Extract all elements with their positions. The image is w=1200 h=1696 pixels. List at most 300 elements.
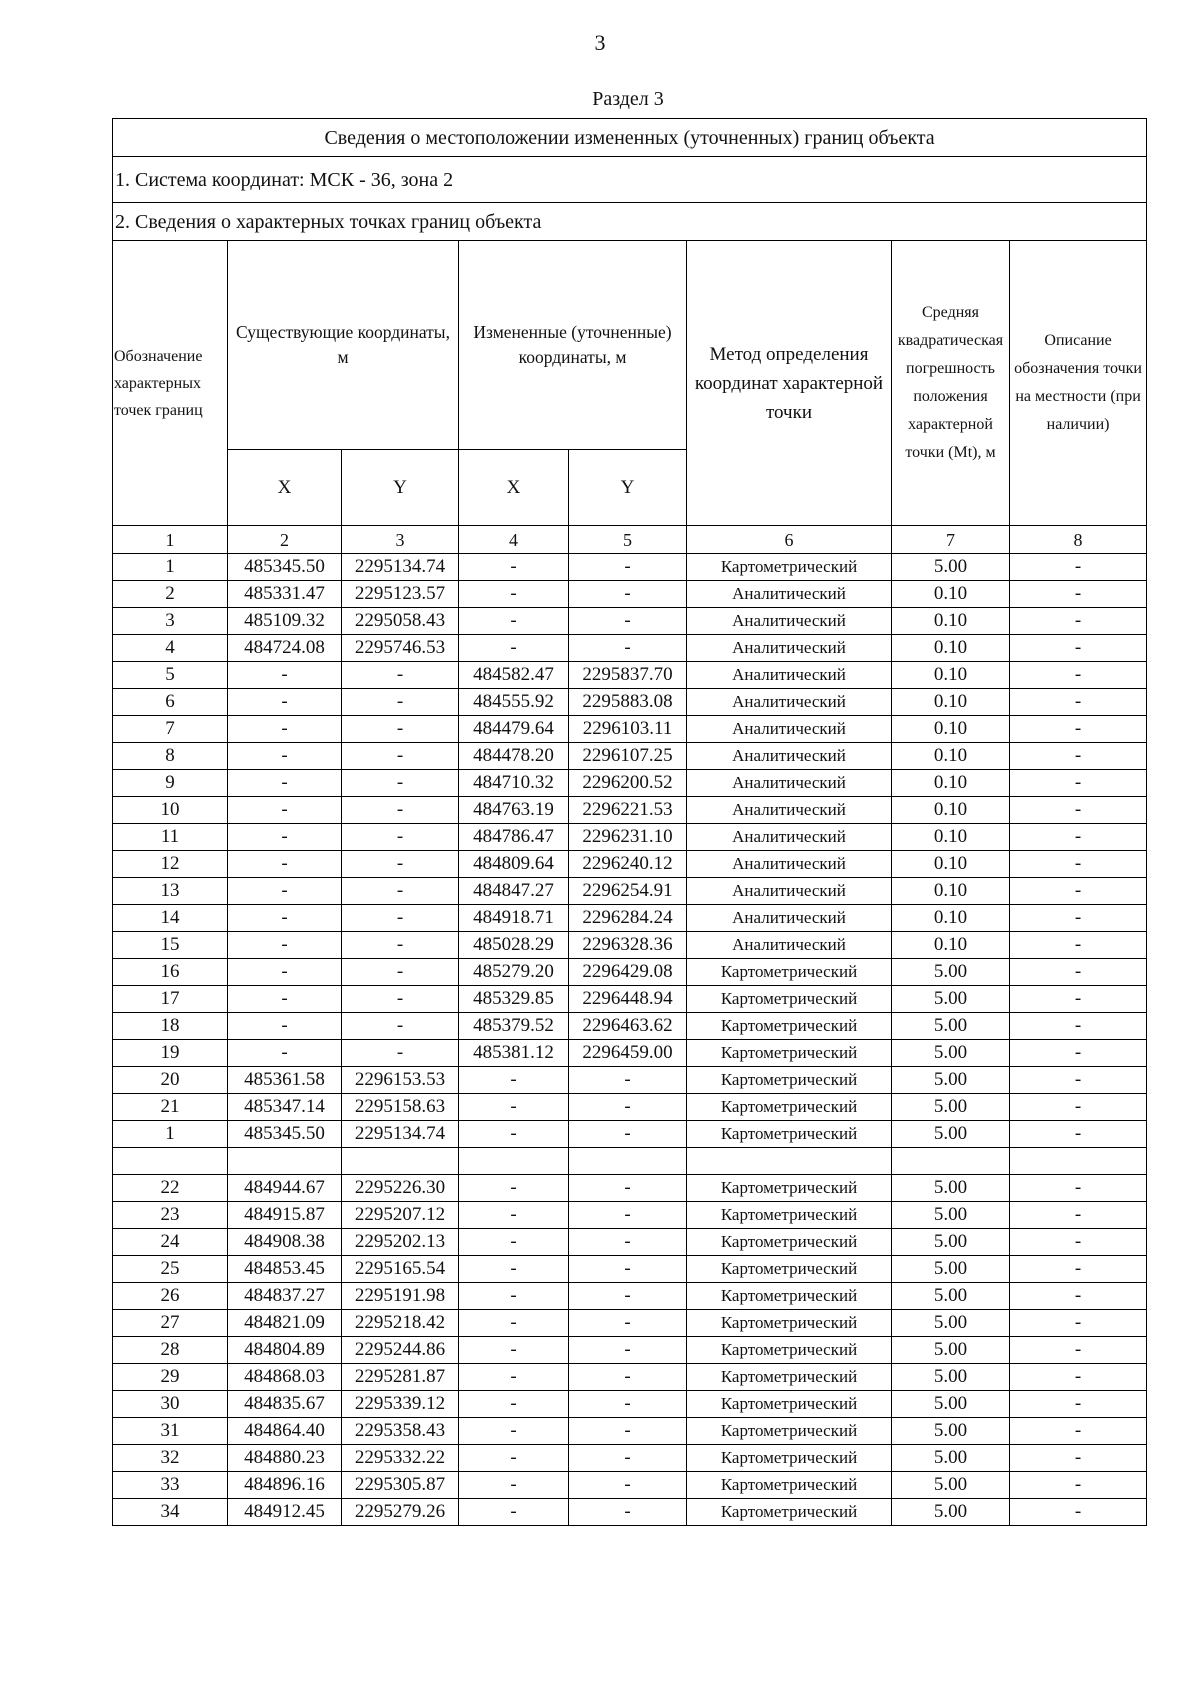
point-id-cell: 34 [113, 1499, 228, 1526]
existing-y-cell: - [342, 770, 459, 797]
coordinate-system-row: 1. Система координат: МСК - 36, зона 2 [113, 157, 1147, 203]
error-cell: 5.00 [892, 1067, 1010, 1094]
existing-x-cell: 485361.58 [228, 1067, 342, 1094]
existing-x-cell: - [228, 905, 342, 932]
error-cell: 5.00 [892, 1364, 1010, 1391]
changed-x-cell: 484786.47 [459, 824, 569, 851]
changed-y-cell: - [569, 1094, 687, 1121]
existing-x-cell: - [228, 797, 342, 824]
column-number: 5 [569, 526, 687, 554]
table-row [113, 986, 1147, 1013]
changed-y-cell: 2296463.62 [569, 1013, 687, 1040]
error-cell: 5.00 [892, 1013, 1010, 1040]
error-cell: 5.00 [892, 1472, 1010, 1499]
changed-y-cell: 2296221.53 [569, 797, 687, 824]
header-existing-x: X [228, 450, 342, 526]
method-cell: Картометрический [687, 1256, 892, 1283]
table-row [113, 1148, 1147, 1175]
method-cell: Аналитический [687, 905, 892, 932]
description-cell: - [1010, 554, 1147, 581]
method-cell: Картометрический [687, 1175, 892, 1202]
method-cell: Картометрический [687, 1391, 892, 1418]
point-id-cell: 28 [113, 1337, 228, 1364]
method-cell: Картометрический [687, 1094, 892, 1121]
changed-x-cell: - [459, 1229, 569, 1256]
existing-x-cell: 484868.03 [228, 1364, 342, 1391]
existing-x-cell: 484944.67 [228, 1175, 342, 1202]
method-cell: Картометрический [687, 1067, 892, 1094]
existing-y-cell: 2295134.74 [342, 1121, 459, 1148]
description-cell: - [1010, 689, 1147, 716]
description-cell: - [1010, 1067, 1147, 1094]
existing-x-cell: - [228, 662, 342, 689]
changed-y-cell: 2296107.25 [569, 743, 687, 770]
point-id-cell: 10 [113, 797, 228, 824]
point-id-cell: 9 [113, 770, 228, 797]
description-cell: - [1010, 1391, 1147, 1418]
method-cell: Картометрический [687, 1283, 892, 1310]
table-row [113, 1040, 1147, 1067]
changed-x-cell: - [459, 608, 569, 635]
error-cell: 0.10 [892, 689, 1010, 716]
changed-y-cell: - [569, 1067, 687, 1094]
table-row [113, 959, 1147, 986]
method-cell: Аналитический [687, 824, 892, 851]
point-id-cell: 14 [113, 905, 228, 932]
point-id-cell: 18 [113, 1013, 228, 1040]
method-cell: Аналитический [687, 878, 892, 905]
method-cell: Аналитический [687, 797, 892, 824]
description-cell: - [1010, 905, 1147, 932]
point-id-cell: 13 [113, 878, 228, 905]
existing-x-cell: - [228, 689, 342, 716]
existing-y-cell: 2295158.63 [342, 1094, 459, 1121]
description-cell: - [1010, 1013, 1147, 1040]
point-id-cell: 1 [113, 1121, 228, 1148]
changed-x-cell: 484710.32 [459, 770, 569, 797]
changed-x-cell: 485028.29 [459, 932, 569, 959]
existing-x-cell: - [228, 1013, 342, 1040]
existing-x-cell: 484912.45 [228, 1499, 342, 1526]
method-cell: Картометрический [687, 1310, 892, 1337]
changed-y-cell: - [569, 608, 687, 635]
description-cell: - [1010, 1337, 1147, 1364]
existing-y-cell: 2295332.22 [342, 1445, 459, 1472]
changed-x-cell: - [459, 1418, 569, 1445]
error-cell: 5.00 [892, 1040, 1010, 1067]
point-id-cell: 3 [113, 608, 228, 635]
existing-y-cell: 2296153.53 [342, 1067, 459, 1094]
changed-y-cell: 2296254.91 [569, 878, 687, 905]
error-cell: 0.10 [892, 905, 1010, 932]
changed-y-cell: - [569, 554, 687, 581]
section-label: Раздел 3 [592, 88, 664, 110]
existing-x-cell: - [228, 1040, 342, 1067]
existing-x-cell: 484908.38 [228, 1229, 342, 1256]
description-cell: - [1010, 932, 1147, 959]
existing-x-cell: 485109.32 [228, 608, 342, 635]
table-row [113, 635, 1147, 662]
description-cell: - [1010, 1229, 1147, 1256]
changed-x-cell: 484582.47 [459, 662, 569, 689]
description-cell: - [1010, 1310, 1147, 1337]
changed-y-cell [569, 1148, 687, 1175]
table-row [113, 797, 1147, 824]
description-cell: - [1010, 1256, 1147, 1283]
point-id-cell: 16 [113, 959, 228, 986]
error-cell: 5.00 [892, 1391, 1010, 1418]
method-cell: Аналитический [687, 743, 892, 770]
changed-x-cell: - [459, 1364, 569, 1391]
table-row [113, 851, 1147, 878]
description-cell: - [1010, 986, 1147, 1013]
changed-y-cell: 2296459.00 [569, 1040, 687, 1067]
changed-y-cell: - [569, 1256, 687, 1283]
method-cell: Аналитический [687, 608, 892, 635]
changed-x-cell: - [459, 581, 569, 608]
table-row [113, 932, 1147, 959]
error-cell: 5.00 [892, 1256, 1010, 1283]
changed-y-cell: - [569, 1391, 687, 1418]
changed-x-cell: 484555.92 [459, 689, 569, 716]
header-method: Метод определения координат характерной точки [687, 241, 892, 526]
description-cell: - [1010, 878, 1147, 905]
point-id-cell: 6 [113, 689, 228, 716]
changed-y-cell: - [569, 1175, 687, 1202]
method-cell: Аналитический [687, 635, 892, 662]
existing-y-cell [342, 1148, 459, 1175]
changed-y-cell: - [569, 1472, 687, 1499]
point-id-cell: 25 [113, 1256, 228, 1283]
table-row [113, 905, 1147, 932]
method-cell: Аналитический [687, 716, 892, 743]
method-cell: Картометрический [687, 1418, 892, 1445]
existing-y-cell: - [342, 932, 459, 959]
existing-x-cell: - [228, 743, 342, 770]
changed-x-cell: 484918.71 [459, 905, 569, 932]
header-changed-y: Y [569, 450, 687, 526]
changed-x-cell: - [459, 635, 569, 662]
point-id-cell: 21 [113, 1094, 228, 1121]
existing-x-cell: 484864.40 [228, 1418, 342, 1445]
description-cell: - [1010, 1472, 1147, 1499]
changed-x-cell: - [459, 1121, 569, 1148]
existing-y-cell: 2295244.86 [342, 1337, 459, 1364]
table-title: Сведения о местоположении измененных (уточненных) границ объекта [113, 119, 1147, 157]
method-cell: Аналитический [687, 581, 892, 608]
changed-y-cell: - [569, 635, 687, 662]
description-cell: - [1010, 1283, 1147, 1310]
existing-x-cell: 484821.09 [228, 1310, 342, 1337]
table-row [113, 1364, 1147, 1391]
point-id-cell: 15 [113, 932, 228, 959]
error-cell: 0.10 [892, 662, 1010, 689]
table-row [113, 608, 1147, 635]
existing-x-cell: - [228, 986, 342, 1013]
changed-y-cell: - [569, 1337, 687, 1364]
changed-y-cell: 2296448.94 [569, 986, 687, 1013]
error-cell: 0.10 [892, 824, 1010, 851]
error-cell: 5.00 [892, 1202, 1010, 1229]
header-changed-x: X [459, 450, 569, 526]
point-id-cell: 7 [113, 716, 228, 743]
method-cell: Картометрический [687, 1499, 892, 1526]
description-cell: - [1010, 581, 1147, 608]
method-cell [687, 1148, 892, 1175]
description-cell: - [1010, 1175, 1147, 1202]
error-cell: 0.10 [892, 716, 1010, 743]
changed-x-cell: - [459, 1310, 569, 1337]
table-row [113, 1310, 1147, 1337]
table-row [113, 1094, 1147, 1121]
changed-x-cell: 485379.52 [459, 1013, 569, 1040]
existing-y-cell: 2295281.87 [342, 1364, 459, 1391]
header-changed-coordinates: Измененные (уточненные) координаты, м [459, 241, 687, 450]
changed-y-cell: 2296328.36 [569, 932, 687, 959]
method-cell: Картометрический [687, 1445, 892, 1472]
method-cell: Аналитический [687, 770, 892, 797]
table-row [113, 1472, 1147, 1499]
points-heading-row: 2. Сведения о характерных точках границ объекта [113, 203, 1147, 241]
changed-y-cell: - [569, 1202, 687, 1229]
changed-x-cell: - [459, 1283, 569, 1310]
table-row [113, 1418, 1147, 1445]
existing-y-cell: 2295746.53 [342, 635, 459, 662]
method-cell: Картометрический [687, 1013, 892, 1040]
method-cell: Картометрический [687, 1337, 892, 1364]
existing-x-cell: 485331.47 [228, 581, 342, 608]
existing-y-cell: 2295226.30 [342, 1175, 459, 1202]
table-row [113, 689, 1147, 716]
existing-y-cell: 2295207.12 [342, 1202, 459, 1229]
existing-y-cell: - [342, 824, 459, 851]
existing-y-cell: 2295279.26 [342, 1499, 459, 1526]
existing-x-cell: 485347.14 [228, 1094, 342, 1121]
error-cell: 0.10 [892, 878, 1010, 905]
existing-x-cell: 484853.45 [228, 1256, 342, 1283]
point-id-cell: 1 [113, 554, 228, 581]
existing-x-cell: - [228, 878, 342, 905]
existing-y-cell: - [342, 689, 459, 716]
point-id-cell: 26 [113, 1283, 228, 1310]
changed-x-cell: - [459, 1472, 569, 1499]
error-cell: 0.10 [892, 851, 1010, 878]
existing-x-cell: 484837.27 [228, 1283, 342, 1310]
changed-x-cell: 484763.19 [459, 797, 569, 824]
boundary-points-table [112, 118, 1147, 1526]
existing-x-cell [228, 1148, 342, 1175]
changed-y-cell: 2296231.10 [569, 824, 687, 851]
existing-y-cell: 2295134.74 [342, 554, 459, 581]
changed-y-cell: - [569, 1499, 687, 1526]
description-cell: - [1010, 1445, 1147, 1472]
error-cell: 0.10 [892, 635, 1010, 662]
changed-y-cell: - [569, 1364, 687, 1391]
error-cell: 0.10 [892, 743, 1010, 770]
changed-x-cell [459, 1148, 569, 1175]
header-existing-y: Y [342, 450, 459, 526]
error-cell: 5.00 [892, 1094, 1010, 1121]
table-row [113, 581, 1147, 608]
column-number: 1 [113, 526, 228, 554]
error-cell: 0.10 [892, 608, 1010, 635]
point-id-cell: 33 [113, 1472, 228, 1499]
point-id-cell: 5 [113, 662, 228, 689]
table-row [113, 1337, 1147, 1364]
method-cell: Аналитический [687, 851, 892, 878]
description-cell: - [1010, 770, 1147, 797]
changed-x-cell: 484809.64 [459, 851, 569, 878]
error-cell: 5.00 [892, 1283, 1010, 1310]
column-number: 6 [687, 526, 892, 554]
existing-y-cell: - [342, 797, 459, 824]
existing-y-cell: 2295191.98 [342, 1283, 459, 1310]
error-cell: 0.10 [892, 797, 1010, 824]
existing-x-cell: - [228, 716, 342, 743]
changed-y-cell: - [569, 1310, 687, 1337]
existing-x-cell: - [228, 770, 342, 797]
table-row [113, 554, 1147, 581]
error-cell [892, 1148, 1010, 1175]
changed-x-cell: - [459, 1094, 569, 1121]
changed-y-cell: - [569, 1121, 687, 1148]
existing-y-cell: - [342, 1013, 459, 1040]
point-id-cell: 4 [113, 635, 228, 662]
error-cell: 0.10 [892, 932, 1010, 959]
changed-y-cell: 2296429.08 [569, 959, 687, 986]
method-cell: Картометрический [687, 1040, 892, 1067]
changed-y-cell: 2296103.11 [569, 716, 687, 743]
method-cell: Картометрический [687, 1229, 892, 1256]
method-cell: Аналитический [687, 932, 892, 959]
changed-y-cell: - [569, 1229, 687, 1256]
changed-y-cell: 2295883.08 [569, 689, 687, 716]
changed-x-cell: - [459, 1256, 569, 1283]
description-cell: - [1010, 1040, 1147, 1067]
description-cell: - [1010, 797, 1147, 824]
method-cell: Картометрический [687, 1121, 892, 1148]
existing-x-cell: 484915.87 [228, 1202, 342, 1229]
description-cell: - [1010, 851, 1147, 878]
error-cell: 5.00 [892, 1175, 1010, 1202]
point-id-cell: 32 [113, 1445, 228, 1472]
column-number: 3 [342, 526, 459, 554]
point-id-cell: 20 [113, 1067, 228, 1094]
changed-x-cell: - [459, 1445, 569, 1472]
error-cell: 0.10 [892, 770, 1010, 797]
changed-x-cell: 484847.27 [459, 878, 569, 905]
point-id-cell: 17 [113, 986, 228, 1013]
description-cell: - [1010, 1499, 1147, 1526]
point-id-cell [113, 1148, 228, 1175]
header-existing-coordinates: Существующие координаты, м [228, 241, 459, 450]
changed-x-cell: 485381.12 [459, 1040, 569, 1067]
changed-x-cell: - [459, 1499, 569, 1526]
description-cell [1010, 1148, 1147, 1175]
existing-y-cell: - [342, 743, 459, 770]
table-row [113, 878, 1147, 905]
point-id-cell: 24 [113, 1229, 228, 1256]
changed-y-cell: 2295837.70 [569, 662, 687, 689]
changed-x-cell: 484479.64 [459, 716, 569, 743]
existing-y-cell: - [342, 1040, 459, 1067]
existing-y-cell: - [342, 851, 459, 878]
column-number: 4 [459, 526, 569, 554]
point-id-cell: 30 [113, 1391, 228, 1418]
changed-x-cell: 485279.20 [459, 959, 569, 986]
point-id-cell: 12 [113, 851, 228, 878]
changed-x-cell: - [459, 1067, 569, 1094]
description-cell: - [1010, 1364, 1147, 1391]
method-cell: Картометрический [687, 1202, 892, 1229]
existing-x-cell: 484804.89 [228, 1337, 342, 1364]
point-id-cell: 31 [113, 1418, 228, 1445]
changed-y-cell: 2296240.12 [569, 851, 687, 878]
table-row [113, 1202, 1147, 1229]
description-cell: - [1010, 662, 1147, 689]
existing-y-cell: 2295202.13 [342, 1229, 459, 1256]
existing-y-cell: 2295058.43 [342, 608, 459, 635]
table-row [113, 662, 1147, 689]
table-row [113, 1445, 1147, 1472]
method-cell: Картометрический [687, 986, 892, 1013]
table-row [113, 1013, 1147, 1040]
changed-y-cell: 2296284.24 [569, 905, 687, 932]
method-cell: Картометрический [687, 959, 892, 986]
error-cell: 0.10 [892, 581, 1010, 608]
method-cell: Картометрический [687, 1472, 892, 1499]
error-cell: 5.00 [892, 1337, 1010, 1364]
changed-x-cell: - [459, 1337, 569, 1364]
method-cell: Картометрический [687, 1364, 892, 1391]
existing-y-cell: 2295305.87 [342, 1472, 459, 1499]
description-cell: - [1010, 1094, 1147, 1121]
header-designation: Обозначение характерных точек границ [113, 241, 228, 526]
point-id-cell: 22 [113, 1175, 228, 1202]
existing-x-cell: - [228, 824, 342, 851]
existing-x-cell: 484835.67 [228, 1391, 342, 1418]
table-row [113, 1391, 1147, 1418]
changed-y-cell: - [569, 1283, 687, 1310]
changed-x-cell: - [459, 554, 569, 581]
error-cell: 5.00 [892, 959, 1010, 986]
existing-x-cell: 484896.16 [228, 1472, 342, 1499]
description-cell: - [1010, 1121, 1147, 1148]
description-cell: - [1010, 716, 1147, 743]
table-row [113, 1121, 1147, 1148]
existing-y-cell: 2295339.12 [342, 1391, 459, 1418]
changed-y-cell: 2296200.52 [569, 770, 687, 797]
point-id-cell: 8 [113, 743, 228, 770]
description-cell: - [1010, 743, 1147, 770]
changed-x-cell: 485329.85 [459, 986, 569, 1013]
error-cell: 5.00 [892, 1310, 1010, 1337]
existing-y-cell: 2295123.57 [342, 581, 459, 608]
table-row [113, 716, 1147, 743]
table-row [113, 743, 1147, 770]
description-cell: - [1010, 959, 1147, 986]
description-cell: - [1010, 1202, 1147, 1229]
existing-y-cell: - [342, 662, 459, 689]
existing-y-cell: - [342, 878, 459, 905]
point-id-cell: 2 [113, 581, 228, 608]
existing-y-cell: - [342, 716, 459, 743]
existing-x-cell: 484880.23 [228, 1445, 342, 1472]
table-row [113, 1256, 1147, 1283]
table-row [113, 1229, 1147, 1256]
changed-x-cell: - [459, 1391, 569, 1418]
description-cell: - [1010, 635, 1147, 662]
